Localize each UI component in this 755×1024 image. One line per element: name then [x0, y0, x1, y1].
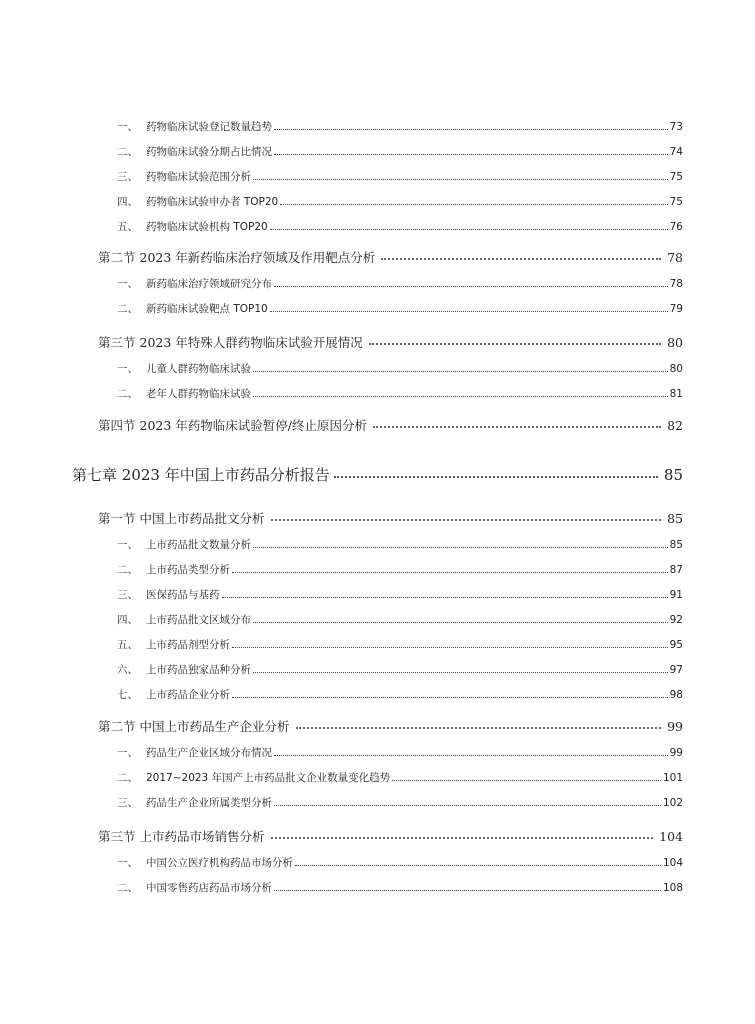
toc-label	[117, 858, 293, 869]
toc-page-number: 97	[669, 663, 683, 676]
toc-title: 药品生产企业区域分布情况	[146, 746, 272, 759]
toc-item[interactable]	[117, 636, 683, 650]
toc-page-number: 99	[669, 746, 683, 759]
toc-item[interactable]	[117, 686, 683, 700]
toc-title: 新药临床治疗领域研究分布	[146, 277, 272, 290]
toc-page-number: 78	[669, 277, 683, 290]
toc-item[interactable]	[117, 218, 683, 232]
toc-item[interactable]	[117, 561, 683, 575]
dot-leader	[270, 229, 668, 230]
toc-label	[98, 417, 367, 433]
toc-label	[117, 798, 272, 809]
toc-item[interactable]	[117, 275, 683, 289]
toc-item[interactable]	[117, 536, 683, 550]
toc-title: 2023 年特殊人群药物临床试验开展情况	[139, 334, 363, 350]
toc-page-number: 75	[669, 195, 683, 208]
toc-item[interactable]	[117, 300, 683, 314]
dot-leader	[222, 597, 668, 598]
toc-page-number: 82	[667, 417, 683, 433]
toc-number: 二、	[117, 563, 138, 576]
toc-number: 一、	[117, 362, 138, 375]
toc-title: 药物临床试验范围分析	[146, 170, 251, 183]
toc-page-number: 73	[669, 120, 683, 133]
toc-number: 三、	[117, 796, 138, 809]
toc-item[interactable]	[117, 193, 683, 207]
toc-label	[117, 883, 272, 894]
toc-number: 第二节	[98, 249, 136, 265]
dot-leader	[274, 154, 668, 155]
toc-page-number: 104	[662, 856, 683, 869]
toc-item[interactable]	[117, 854, 683, 868]
toc-label	[117, 773, 390, 784]
toc-title: 上市药品剂型分析	[146, 638, 230, 651]
toc-page-number: 79	[669, 302, 683, 315]
dot-leader	[253, 179, 668, 180]
toc-page-number: 76	[669, 220, 683, 233]
toc-label	[117, 665, 251, 676]
toc-label	[117, 122, 272, 133]
toc-number: 第三节	[98, 828, 136, 844]
toc-number: 三、	[117, 588, 138, 601]
toc-title: 上市药品批文数量分析	[146, 538, 251, 551]
toc-number: 三、	[117, 170, 138, 183]
toc-item[interactable]	[117, 118, 683, 132]
toc-label	[98, 510, 265, 526]
toc-label	[117, 615, 251, 626]
toc-page-number: 85	[663, 466, 683, 484]
toc-item[interactable]	[117, 143, 683, 157]
toc-number: 四、	[117, 613, 138, 626]
toc-page-number: 85	[669, 538, 683, 551]
toc-section[interactable]	[98, 717, 683, 733]
dot-leader	[253, 547, 668, 548]
dot-leader	[253, 396, 668, 397]
toc-number: 二、	[117, 302, 138, 315]
toc-title: 药物临床试验机构 TOP20	[146, 220, 268, 233]
toc-label	[117, 690, 230, 701]
toc-number: 一、	[117, 120, 138, 133]
toc-item[interactable]	[117, 385, 683, 399]
toc-number: 六、	[117, 663, 138, 676]
toc-page-number: 95	[669, 638, 683, 651]
toc-label	[117, 147, 272, 158]
toc-page-number: 108	[662, 881, 683, 894]
toc-number: 二、	[117, 387, 138, 400]
toc-page-number: 85	[667, 510, 683, 526]
toc-item[interactable]	[117, 879, 683, 893]
toc-item[interactable]	[117, 769, 683, 783]
dot-leader	[271, 837, 654, 839]
toc-number: 第四节	[98, 417, 136, 433]
toc-page-number: 80	[667, 334, 683, 350]
toc-title: 上市药品类型分析	[146, 563, 230, 576]
toc-title: 上市药品市场销售分析	[139, 828, 265, 844]
toc-number: 七、	[117, 688, 138, 701]
toc-number: 第三节	[98, 334, 136, 350]
toc-number: 二、	[117, 881, 138, 894]
dot-leader	[274, 890, 661, 891]
dot-leader	[280, 204, 667, 205]
dot-leader	[373, 426, 661, 428]
toc-label	[117, 172, 251, 183]
toc-title: 老年人群药物临床试验	[146, 387, 251, 400]
toc-title: 药物临床试验申办者 TOP20	[146, 195, 279, 208]
toc-label	[98, 828, 265, 844]
dot-leader	[381, 258, 661, 260]
toc-number: 二、	[117, 145, 138, 158]
dot-leader	[274, 129, 668, 130]
toc-label	[98, 718, 290, 734]
toc-title: 中国零售药店药品市场分析	[146, 881, 272, 894]
toc-title: 药物临床试验分期占比情况	[146, 145, 272, 158]
dot-leader	[369, 343, 661, 345]
toc-title: 上市药品企业分析	[146, 688, 230, 701]
toc-label	[117, 222, 268, 233]
toc-title: 上市药品独家品种分析	[146, 663, 251, 676]
dot-leader	[232, 697, 668, 698]
toc-item[interactable]	[117, 744, 683, 758]
toc-page-number: 104	[659, 828, 683, 844]
toc-page-number: 98	[669, 688, 683, 701]
toc-page-number: 99	[667, 718, 683, 734]
toc-title: 儿童人群药物临床试验	[146, 362, 251, 375]
toc-label	[117, 590, 220, 601]
toc-label	[117, 279, 272, 290]
dot-leader	[253, 622, 668, 623]
toc-item[interactable]	[117, 360, 683, 374]
toc-item[interactable]	[117, 794, 683, 808]
toc-label	[98, 249, 376, 265]
toc-title: 中国上市药品批文分析	[139, 510, 265, 526]
toc-title: 2017~2023 年国产上市药品批文企业数量变化趋势	[146, 771, 391, 784]
dot-leader	[271, 519, 662, 521]
dot-leader	[392, 780, 661, 781]
toc-section[interactable]	[98, 416, 683, 432]
toc-number: 五、	[117, 220, 138, 233]
toc-label	[117, 304, 268, 315]
toc-label	[117, 640, 230, 651]
toc-item[interactable]	[117, 586, 683, 600]
toc-title: 药品生产企业所属类型分析	[146, 796, 272, 809]
toc-number: 第二节	[98, 718, 136, 734]
toc-section[interactable]	[98, 827, 683, 843]
toc-label	[117, 364, 251, 375]
dot-leader	[232, 647, 668, 648]
dot-leader	[334, 476, 658, 478]
toc-section[interactable]	[98, 333, 683, 349]
toc-number: 第一节	[98, 510, 136, 526]
toc-label	[117, 197, 278, 208]
dot-leader	[274, 286, 668, 287]
dot-leader	[253, 672, 668, 673]
dot-leader	[232, 572, 668, 573]
toc-page-number: 91	[669, 588, 683, 601]
toc-title: 2023 年中国上市药品分析报告	[121, 466, 330, 484]
toc-label	[98, 334, 363, 350]
toc-item[interactable]	[117, 661, 683, 675]
toc-page-number: 81	[669, 387, 683, 400]
toc-label	[117, 748, 272, 759]
toc-title: 2023 年药物临床试验暂停/终止原因分析	[139, 417, 367, 433]
toc-page-number: 101	[662, 771, 683, 784]
toc-item[interactable]	[117, 168, 683, 182]
toc-title: 药物临床试验登记数量趋势	[146, 120, 272, 133]
toc-section[interactable]	[98, 509, 683, 525]
toc-label	[72, 468, 330, 483]
dot-leader	[274, 805, 661, 806]
toc-label	[117, 565, 230, 576]
dot-leader	[295, 865, 661, 866]
toc-number: 一、	[117, 538, 138, 551]
toc-number: 一、	[117, 277, 138, 290]
toc-number: 一、	[117, 856, 138, 869]
toc-page-number: 74	[669, 145, 683, 158]
toc-number: 一、	[117, 746, 138, 759]
toc-title: 新药临床试验靶点 TOP10	[146, 302, 268, 315]
toc-page-number: 87	[669, 563, 683, 576]
toc-number: 第七章	[72, 466, 118, 484]
toc-section[interactable]	[98, 248, 683, 264]
toc-number: 四、	[117, 195, 138, 208]
dot-leader	[296, 727, 662, 729]
toc-title: 上市药品批文区域分布	[146, 613, 251, 626]
toc-page-number: 75	[669, 170, 683, 183]
toc-page-number: 92	[669, 613, 683, 626]
toc-title: 医保药品与基药	[146, 588, 220, 601]
toc-item[interactable]	[117, 611, 683, 625]
toc-page-number: 80	[669, 362, 683, 375]
toc-number: 二、	[117, 771, 138, 784]
toc-label	[117, 389, 251, 400]
toc-chapter[interactable]	[72, 463, 683, 483]
toc-page-number: 102	[662, 796, 683, 809]
dot-leader	[253, 371, 668, 372]
toc-title: 2023 年新药临床治疗领域及作用靶点分析	[139, 249, 376, 265]
toc-page-number: 78	[667, 249, 683, 265]
toc-title: 中国公立医疗机构药品市场分析	[146, 856, 293, 869]
dot-leader	[270, 311, 668, 312]
toc-number: 五、	[117, 638, 138, 651]
toc-label	[117, 540, 251, 551]
dot-leader	[274, 755, 668, 756]
toc-title: 中国上市药品生产企业分析	[139, 718, 290, 734]
